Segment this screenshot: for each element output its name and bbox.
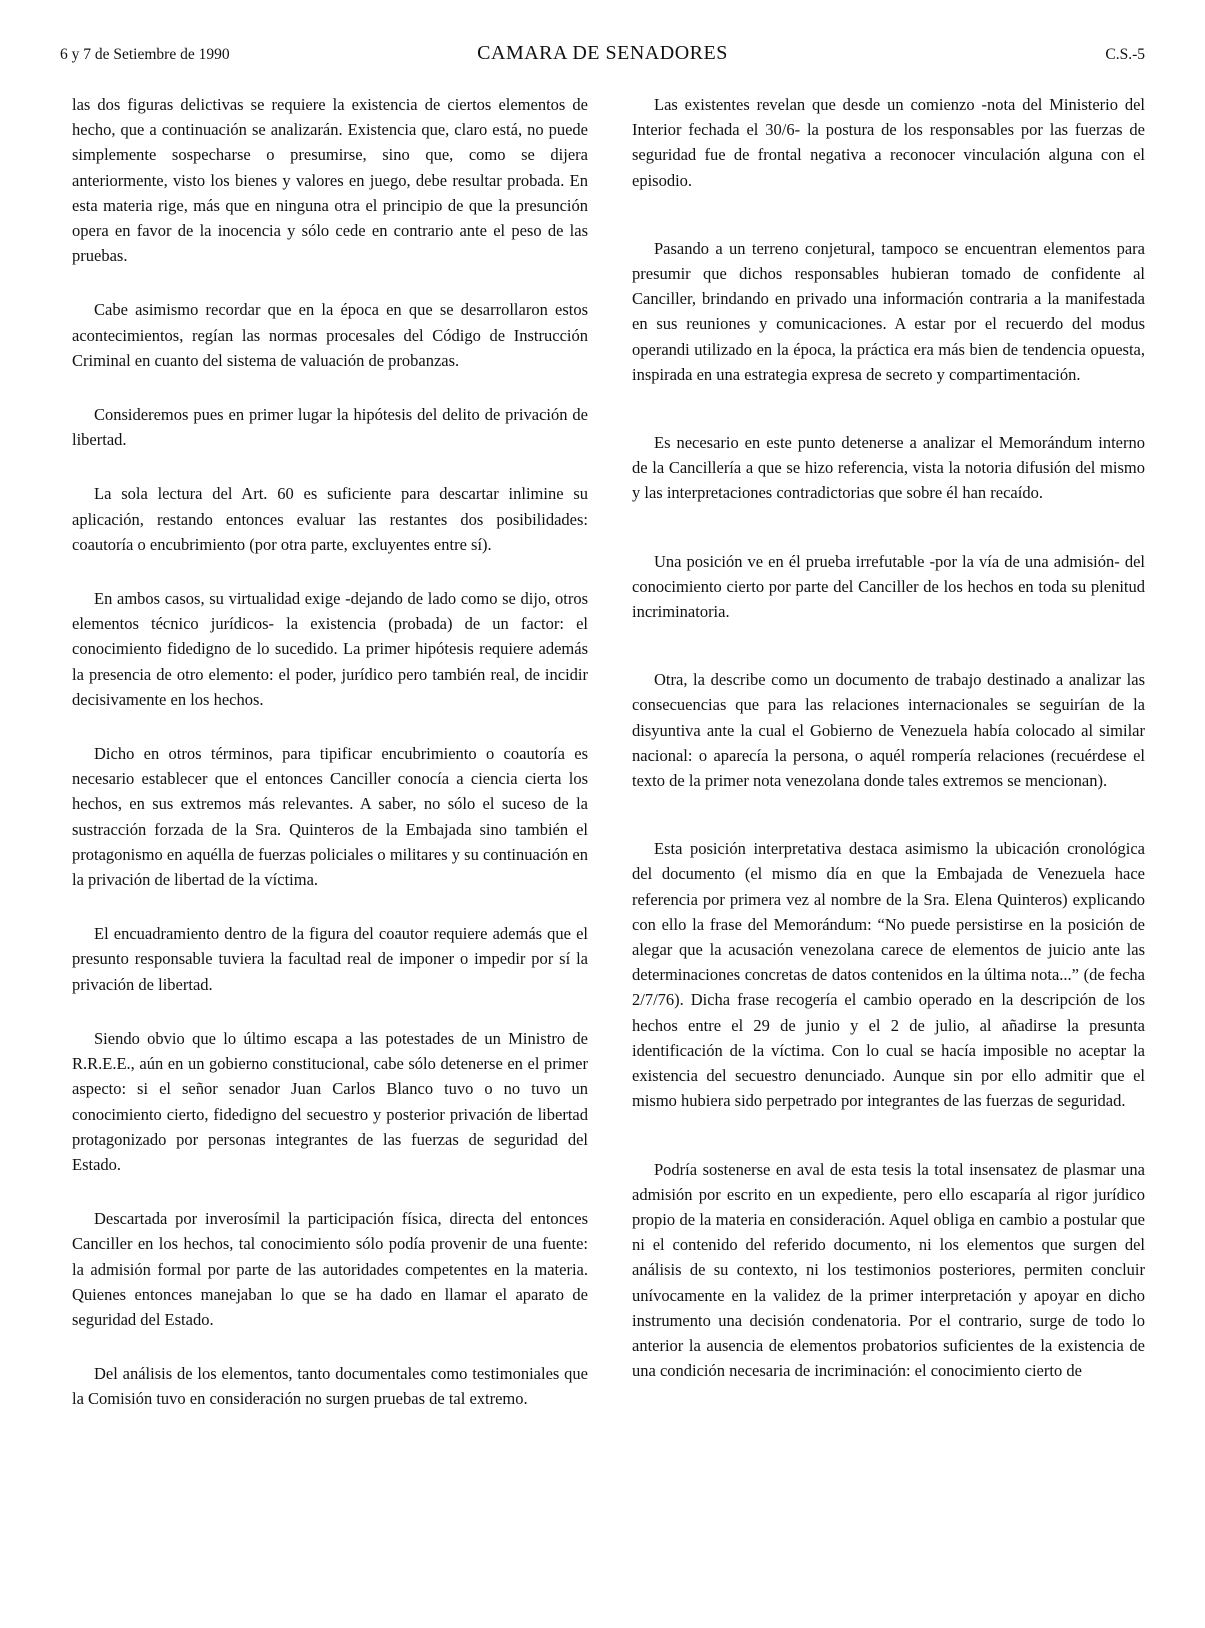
page-number: C.S.-5 [1105, 46, 1145, 63]
left-column [72, 92, 588, 1412]
paragraph: Esta posición interpretativa destaca asimismo la ubicación cronológica del documento (el mismo día en que la Embajada de Venezuela hace referencia por primera vez al nombre de la Sra. Elena Quinteros) explicando con ello la frase del Memorándum: “No puede persistirse en la posición de alegar que la acusación venezolana carece de elementos de juicio ante las determinaciones concretas de datos contenidos en la última nota...” (de fecha 2/7/76). Dicha frase recogería el cambio operado en la descripción de los hechos entre el 29 de junio y el 2 de julio, al añadirse la presunta identificación de la víctima. Con lo cual se hacía imposible no aceptar la existencia del secuestro denunciado. Aunque sin por ello admitir que el mismo hubiera sido perpetrado por integrantes de las fuerzas de seguridad. [632, 839, 1145, 1111]
paragraph: Una posición ve en él prueba irrefutable -por la vía de una admisión- del conocimiento cierto por parte del Canciller de los hechos en toda su plenitud incriminatoria. [632, 551, 1145, 622]
right-column [632, 92, 1145, 1383]
chamber-title: CAMARA DE SENADORES [477, 42, 728, 64]
paragraph: Pasando a un terreno conjetural, tampoco se encuentran elementos para presumir que dichos responsables hubieran tomado de confidente al Canciller, brindando en privado una información contraria a la manifestada en sus reuniones y comunicaciones. A estar por el recuerdo del modus operandi utilizado en la época, la práctica era más bien de tendencia opuesta, inspirada en una estrategia expresa de secreto y compartimentación. [632, 238, 1145, 384]
paragraph: las dos figuras delictivas se requiere la existencia de ciertos elementos de hecho, que a continuación se analizarán. Existencia que, claro está, no puede simplemente sospecharse o presumirse, sino que, como se dijera anteriormente, visto los bienes y valores en juego, debe resultar probada. En esta materia rige, más que en ninguna otra el principio de que la presunción opera en favor de la inocencia y sólo cede en contrario ante el peso de las pruebas. [72, 95, 588, 266]
paragraph: La sola lectura del Art. 60 es suficiente para descartar inlimine su aplicación, restando entonces evaluar las restantes dos posibilidades: coautoría o encubrimiento (por otra parte, excluyentes entre sí). [72, 484, 588, 554]
paragraph: El encuadramiento dentro de la figura del coautor requiere además que el presunto responsable tuviera la facultad real de imponer o impedir por sí la privación de libertad. [72, 924, 588, 994]
paragraph: Dicho en otros términos, para tipificar encubrimiento o coautoría es necesario establecer que el entonces Canciller conocía a ciencia cierta los hechos, en sus extremos más relevantes. A saber, no sólo el suceso de la sustracción forzada de la Sra. Quinteros de la Embajada sino también el protagonismo en aquélla de fuerzas policiales o militares y su continuación en la privación de libertad de la víctima. [72, 744, 588, 890]
paragraph: Es necesario en este punto detenerse a analizar el Memorándum interno de la Cancillería a que se hizo referencia, vista la notoria difusión del mismo y las interpretaciones contradictorias que sobre él han recaído. [632, 433, 1145, 503]
paragraph: Las existentes revelan que desde un comienzo -nota del Ministerio del Interior fechada el 30/6- la postura de los responsables por las fuerzas de seguridad fue de frontal negativa a reconocer vinculación alguna con el episodio. [632, 95, 1145, 190]
paragraph: Consideremos pues en primer lugar la hipótesis del delito de privación de libertad. [72, 405, 588, 450]
session-date: 6 y 7 de Setiembre de 1990 [60, 46, 230, 63]
paragraph: Del análisis de los elementos, tanto documentales como testimoniales que la Comisión tuvo en consideración no surgen pruebas de tal extremo. [72, 1364, 588, 1409]
paragraph: Siendo obvio que lo último escapa a las potestades de un Ministro de R.R.E.E., aún en un gobierno constitucional, cabe sólo detenerse en el primer aspecto: si el señor senador Juan Carlos Blanco tuvo o no tuvo un conocimiento cierto, fidedigno del secuestro y posterior privación de libertad protagonizado por personas integrantes de las fuerzas de seguridad del Estado. [72, 1028, 588, 1174]
paragraph: Cabe asimismo recordar que en la época en que se desarrollaron estos acontecimientos, regían las normas procesales del Código de Instrucción Criminal en cuanto del sistema de valuación de probanzas. [72, 300, 588, 370]
paragraph: En ambos casos, su virtualidad exige -dejando de lado como se dijo, otros elementos técnico jurídicos- la existencia (probada) de un factor: el conocimiento fidedigno de lo sucedido. La primer hipótesis requiere además la presencia de otro elemento: el poder, jurídico pero también real, de incidir decisivamente en los hechos. [72, 589, 588, 709]
paragraph: Otra, la describe como un documento de trabajo destinado a analizar las consecuencias que para las relaciones internacionales se seguirían de la disyuntiva ante la cual el Gobierno de Venezuela había colocado al similar nacional: o aparecía la persona, o aquél rompería relaciones (recuérdese el texto de la primer nota venezolana donde tales extremos se mencionan). [632, 670, 1145, 791]
paragraph: Descartada por inverosímil la participación física, directa del entonces Canciller en los hechos, tal conocimiento sólo podía provenir de una fuente: la admisión formal por parte de las autoridades competentes en la materia. Quienes entonces manejaban lo que se ha dado en llamar el aparato de seguridad del Estado. [72, 1209, 588, 1329]
page-header [60, 40, 1145, 70]
paragraph: Podría sostenerse en aval de esta tesis la total insensatez de plasmar una admisión por escrito en un expediente, pero ello escaparía al rigor jurídico propio de la materia en consideración. Aquel obliga en cambio a postular que ni el contenido del referido documento, ni los elementos que surgen del análisis de su contexto, ni los testimonios posteriores, permiten concluir unívocamente en la validez de la primer interpretación y apoyar en dicho instrumento una decisión condenatoria. Por el contrario, surge de todo lo anterior la ausencia de elementos probatorios suficientes de la existencia de una condición necesaria de incriminación: el conocimiento cierto de [632, 1159, 1145, 1381]
